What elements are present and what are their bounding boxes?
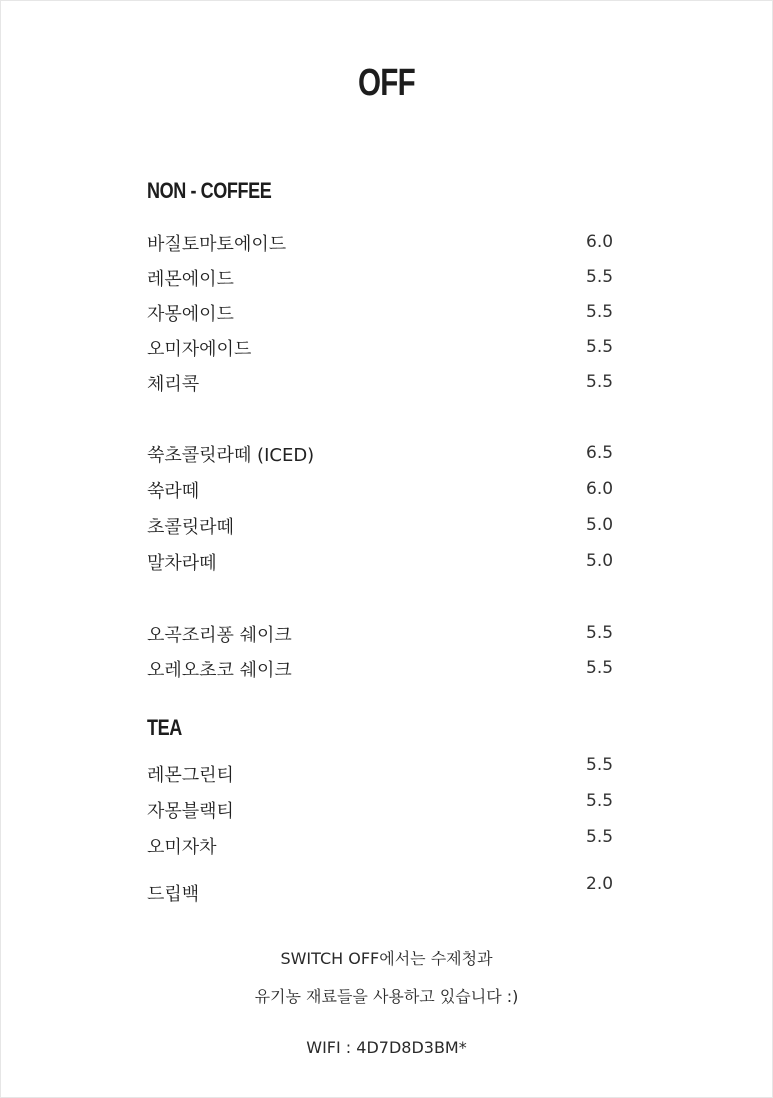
section-heading-non-coffee: NON - COFFEE <box>147 178 272 203</box>
menu-item-price: 6.0 <box>586 479 614 499</box>
menu-item-name: 바질토마토에이드 <box>147 234 287 255</box>
menu-item-name: 쑥라떼 <box>147 481 200 502</box>
menu-item-price: 5.5 <box>586 658 614 678</box>
menu-item-name: 쑥초콜릿라떼 (ICED) <box>147 445 315 466</box>
menu-item-price: 6.5 <box>586 443 614 463</box>
wifi-password: WIFI : 4D7D8D3BM* <box>306 1038 467 1057</box>
menu-item-name: 오미자에이드 <box>147 339 252 360</box>
menu-item-price: 5.5 <box>586 267 614 287</box>
menu-item-price: 6.0 <box>586 232 614 252</box>
menu-item-price: 5.0 <box>586 551 614 571</box>
footer-note-line-2: 유기농 재료들을 사용하고 있습니다 :) <box>254 987 519 1006</box>
menu-item-name: 레몬그린티 <box>147 765 234 786</box>
menu-item-name: 자몽블랙티 <box>147 801 234 822</box>
section-heading-tea: TEA <box>147 715 182 740</box>
menu-item-price: 5.0 <box>586 515 614 535</box>
menu-item-name: 초콜릿라떼 <box>147 517 234 538</box>
menu-item-price: 5.5 <box>586 791 614 811</box>
menu-item-price: 5.5 <box>586 755 614 775</box>
menu-item-name: 레몬에이드 <box>147 269 234 290</box>
menu-item-price: 2.0 <box>586 874 614 894</box>
menu-item-price: 5.5 <box>586 337 614 357</box>
menu-item-name: 말차라떼 <box>147 553 217 574</box>
menu-item-name: 체리콕 <box>147 374 200 395</box>
menu-title: OFF <box>358 62 415 104</box>
menu-item-price: 5.5 <box>586 827 614 847</box>
menu-item-price: 5.5 <box>586 372 614 392</box>
menu-item-price: 5.5 <box>586 302 614 322</box>
menu-item-price: 5.5 <box>586 623 614 643</box>
menu-item-name: 오레오초코 쉐이크 <box>147 660 292 681</box>
menu-item-name: 오미자차 <box>147 837 217 858</box>
menu-item-name: 자몽에이드 <box>147 304 234 325</box>
menu-item-name: 오곡조리퐁 쉐이크 <box>147 625 292 646</box>
menu-item-name: 드립백 <box>147 884 200 905</box>
footer-note-line-1: SWITCH OFF에서는 수제청과 <box>280 949 493 968</box>
